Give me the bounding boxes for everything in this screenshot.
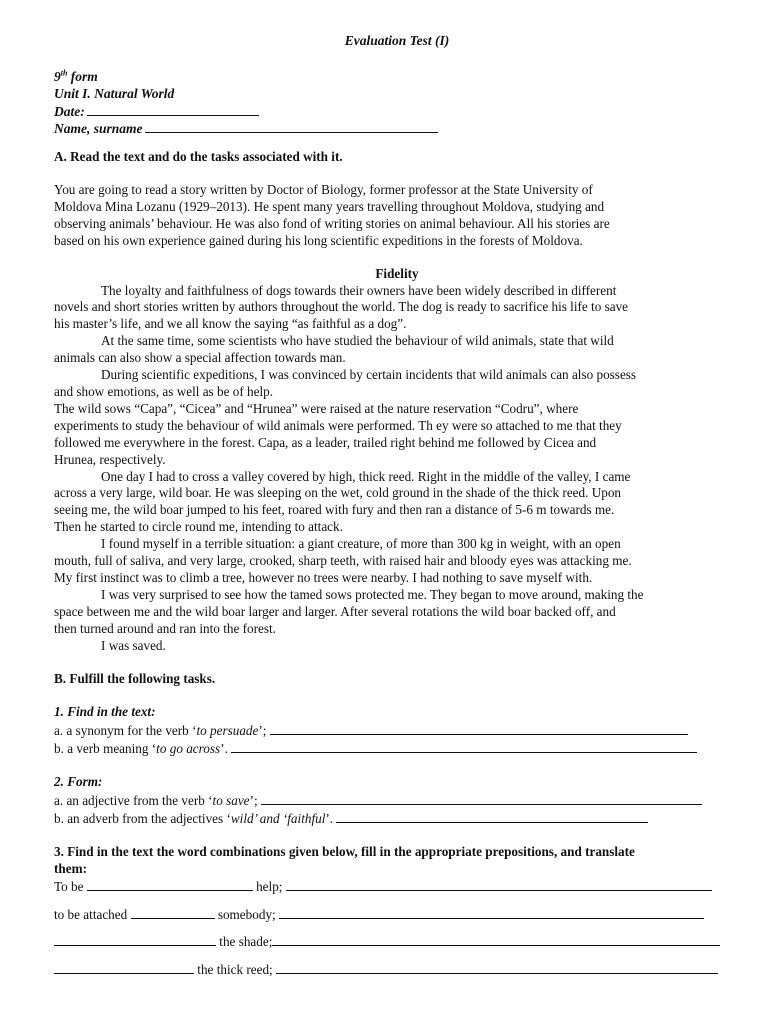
- story-line: I was very surprised to see how the tamed sows protected me. They began to move around, making the: [101, 586, 644, 602]
- date-blank[interactable]: [87, 103, 259, 116]
- task3-phrase: the shade;: [219, 934, 273, 950]
- task3-preposition-blank[interactable]: [54, 961, 194, 974]
- story-line: across a very large, wild boar. He was sleeping on the wet, cold ground in the shade of the thick reed. Upon: [54, 485, 622, 501]
- task3-heading: [54, 844, 740, 878]
- task1-a-term: to persuade: [196, 723, 259, 739]
- task1-item-b: [54, 740, 740, 758]
- task1-b-suffix: ’.: [220, 741, 228, 757]
- story-text: [54, 283, 740, 655]
- test-page: [54, 33, 740, 979]
- task2-b-suffix: ’.: [325, 810, 334, 826]
- test-title: Evaluation Test (I): [344, 33, 450, 48]
- story-line: mouth, full of saliva, and very large, crooked, sharp teeth, with raised hair and bloody eyes was attacking me.: [54, 553, 632, 569]
- story-line: I found myself in a terrible situation: a giant creature, of more than 300 kg in weight, with an open: [101, 536, 621, 552]
- task3-translation-blank[interactable]: [286, 878, 712, 891]
- story-title: Fidelity: [375, 265, 419, 281]
- name-label: Name, surname: [54, 121, 143, 137]
- task1-item-a: [54, 722, 740, 740]
- story-line: his master’s life, and we all know the saying “as faithful as a dog”.: [54, 316, 407, 332]
- story-line: Then he started to circle round me, intending to attack.: [54, 519, 343, 535]
- task3-phrase: help;: [256, 878, 283, 894]
- story-line: experiments to study the behaviour of wild animals were performed. Th ey were so attached to me that they: [54, 417, 622, 433]
- task3-row: [54, 961, 740, 979]
- story-line: During scientific expeditions, I was convinced by certain incidents that wild animals can also possess: [101, 367, 637, 383]
- form-word: form: [67, 68, 98, 84]
- task3-phrase: To be: [54, 878, 84, 894]
- story-line: and show emotions, as well as be of help.: [54, 383, 274, 399]
- intro-line: You are going to read a story written by Doctor of Biology, former professor at the State University of: [54, 182, 593, 197]
- task2-b-term: wild’ and ‘faithful: [230, 810, 326, 826]
- unit-line: Unit I. Natural World: [54, 85, 175, 101]
- name-blank[interactable]: [145, 120, 438, 133]
- date-label: Date:: [54, 103, 85, 119]
- intro-paragraph: [54, 182, 740, 250]
- task2-a-answer-blank[interactable]: [261, 792, 702, 805]
- task2-item-b: [54, 810, 740, 828]
- task3-preposition-blank[interactable]: [131, 906, 215, 919]
- task3-row: [54, 906, 740, 924]
- task1-b-answer-blank[interactable]: [231, 740, 697, 753]
- story-line: novels and short stories written by authors throughout the world. The dog is ready to sacrifice his life to save: [54, 299, 629, 315]
- date-line: [54, 103, 740, 121]
- task1-heading: 1. Find in the text:: [54, 704, 156, 720]
- task3-row: [54, 933, 740, 951]
- task2-a-prefix: a. an adjective from the verb ‘: [54, 793, 213, 808]
- task3-phrase: the thick reed;: [197, 962, 273, 978]
- story-line: One day I had to cross a valley covered by high, thick reed. Right in the middle of the valley, I came: [101, 468, 631, 484]
- task3-heading-line: 3. Find in the text the word combinations given below, fill in the appropriate prepositions, and translate: [54, 843, 635, 859]
- task3-preposition-blank[interactable]: [87, 878, 253, 891]
- task1-a-suffix: ’;: [258, 723, 267, 739]
- intro-line: based on his own experience gained during his long scientific expeditions in the forests of Moldova.: [54, 232, 583, 248]
- task2-a-term: to save: [212, 793, 250, 808]
- story-line: seeing me, the wild boar jumped to his feet, roared with fury and then ran a distance of 5-6 m towards me.: [54, 502, 615, 518]
- form-ordinal-suffix: th: [60, 68, 68, 78]
- task3-translation-blank[interactable]: [276, 961, 718, 974]
- task3-heading-line: them:: [54, 860, 87, 876]
- story-line: space between me and the wild boar larger and larger. After several rotations the wild boar backed off, and: [54, 603, 616, 619]
- story-line: then turned around and ran into the forest.: [54, 620, 276, 636]
- section-a-heading: A. Read the text and do the tasks associated with it.: [54, 149, 343, 165]
- story-line: animals can also show a special affection towards man.: [54, 350, 346, 366]
- task2-a-suffix: ’;: [249, 793, 258, 808]
- task2-heading: 2. Form:: [54, 774, 103, 790]
- story-line: followed me everywhere in the forest. Capa, as a leader, trailed right behind me followed by Cicea and: [54, 434, 597, 450]
- task3-phrase: to be attached: [54, 906, 128, 922]
- task2-b-prefix: b. an adverb from the adjectives ‘: [54, 810, 231, 826]
- intro-line: observing animals’ behaviour. He was also fond of writing stories on animal behaviour. All his stories are: [54, 215, 610, 231]
- task1-a-prefix: a. a synonym for the verb ‘: [54, 723, 197, 739]
- story-line: Hrunea, respectively.: [54, 451, 166, 467]
- form-number: 9: [54, 68, 61, 84]
- task3-phrase: somebody;: [217, 906, 276, 922]
- section-b-heading: B. Fulfill the following tasks.: [54, 671, 216, 687]
- task2-item-a: [54, 792, 740, 810]
- story-line: The wild sows “Capa”, “Cicea” and “Hrunea” were raised at the nature reservation “Codru”, where: [54, 400, 579, 416]
- story-line: At the same time, some scientists who have studied the behaviour of wild animals, state that wild: [101, 333, 614, 349]
- task1-a-answer-blank[interactable]: [270, 722, 688, 735]
- intro-line: Moldova Mina Lozanu (1929–2013). He spent many years travelling throughout Moldova, studying and: [54, 198, 605, 214]
- task3-row: [54, 878, 740, 896]
- story-line: The loyalty and faithfulness of dogs towards their owners have been widely described in different: [101, 282, 617, 298]
- task3-preposition-blank[interactable]: [54, 933, 216, 946]
- task2-b-answer-blank[interactable]: [336, 810, 648, 823]
- task3-translation-blank[interactable]: [272, 933, 720, 946]
- task1-b-term: to go across: [156, 741, 221, 757]
- story-line: I was saved.: [101, 637, 166, 653]
- form-line: [54, 69, 740, 86]
- task3-translation-blank[interactable]: [279, 906, 704, 919]
- story-line: My first instinct was to climb a tree, however no trees were nearby. I had nothing to save myself with.: [54, 569, 593, 585]
- name-line: [54, 120, 740, 138]
- task1-b-prefix: b. a verb meaning ‘: [54, 741, 157, 757]
